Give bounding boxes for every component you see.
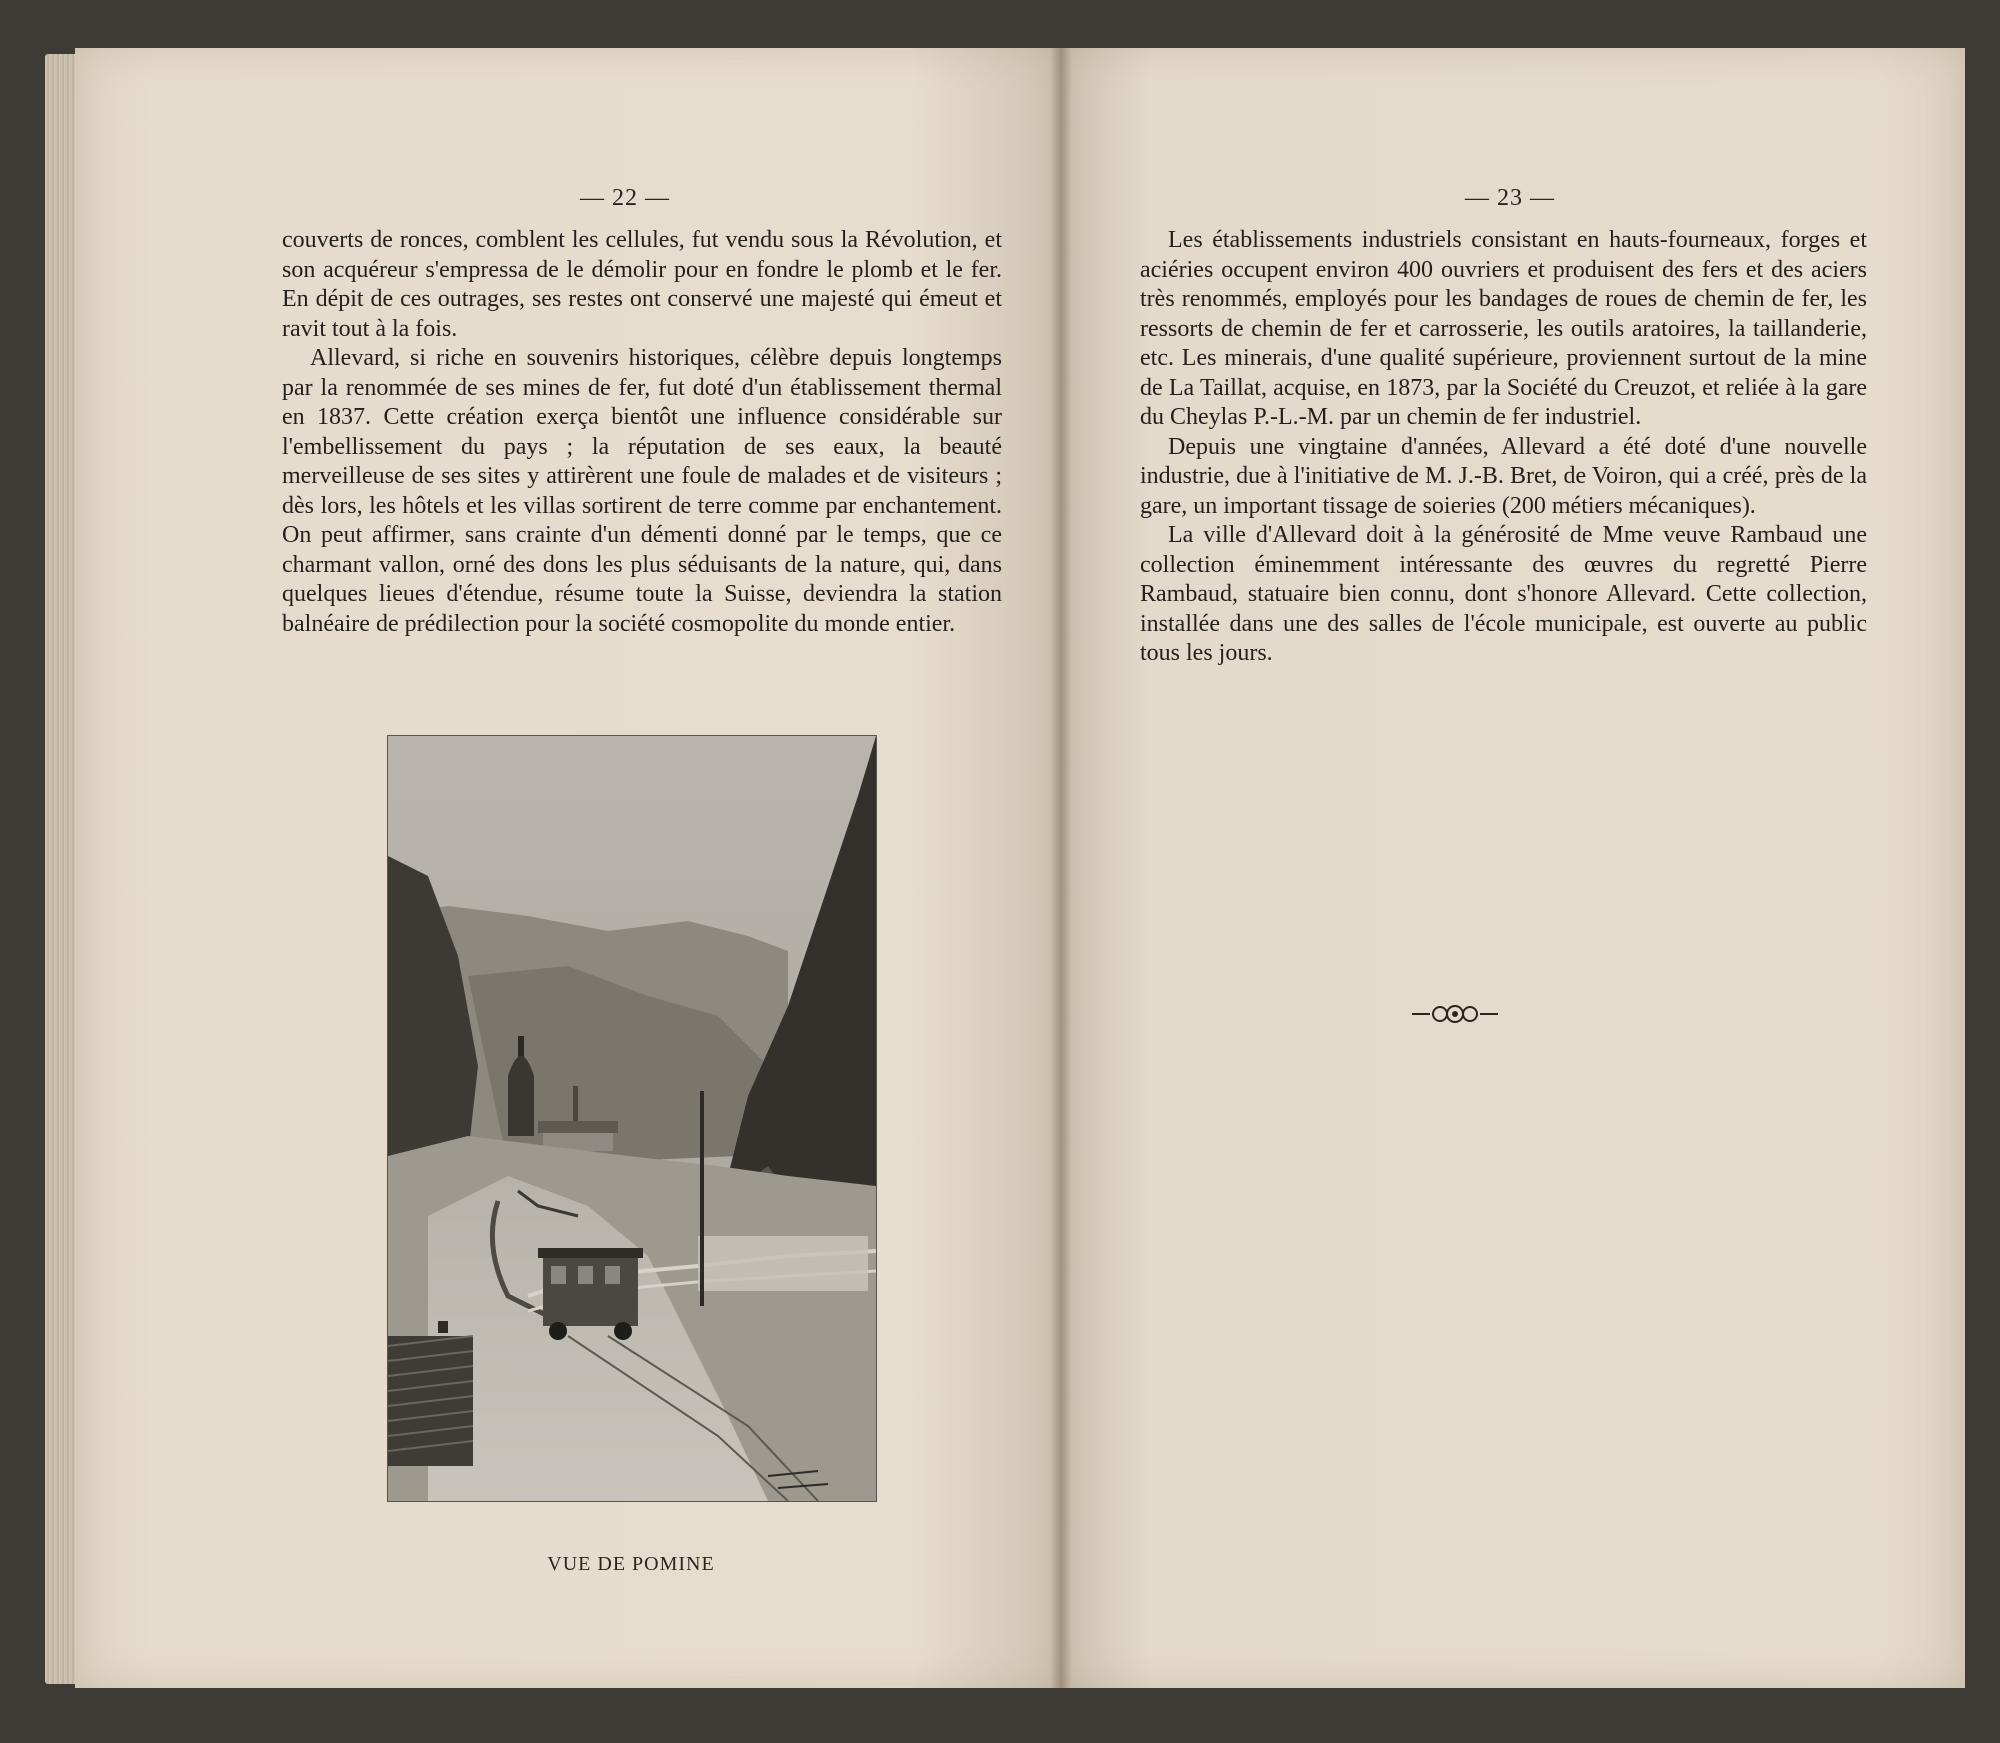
left-page-text <box>282 226 1002 639</box>
paragraph: La ville d'Allevard doit à la générosité de Mme veuve Rambaud une collection éminemment intéressante des œuvres du regretté Pierre Rambaud, statuaire bien connu, dont s'honore Allevard. Cette collection, installée dans une des salles de l'école municipale, est ouverte au public tous les jours. <box>1140 522 1867 666</box>
paragraph: Les établissements industriels consistant en hauts-fourneaux, forges et aciéries occupent environ 400 ouvriers et produisent des fers et des aciers très renommés, employés pour les bandages de roues de chemin de fer, les ressorts de chemin de fer et carrosserie, les outils aratoires, la taillanderie, etc. Les minerais, d'une qualité supérieure, proviennent surtout de la mine de La Taillat, acquise, en 1873, par la Société du Creuzot, et reliée à la gare du Cheylas P.-L.-M. par un chemin de fer industriel. <box>1140 227 1867 430</box>
right-page-text <box>1140 226 1867 669</box>
valley-illustration <box>388 736 876 1501</box>
page-number-right: — 23 — <box>1465 185 1555 211</box>
ornament-icon <box>1410 1003 1500 1025</box>
paragraph: couverts de ronces, comblent les cellules, fut vendu sous la Révolution, et son acquéreur s'empressa de le démolir pour en fondre le plomb et le fer. En dépit de ces outrages, ses restes ont conservé une majesté qui émeut et ravit tout à la fois. <box>282 227 1002 342</box>
figure-caption: VUE DE POMINE <box>547 1553 715 1575</box>
open-book <box>45 48 1965 1698</box>
left-page <box>75 48 1060 1688</box>
paragraph: Allevard, si riche en souvenirs historiques, célèbre depuis longtemps par la renommée de ses mines de fer, fut doté d'un établissement thermal en 1837. Cette création exerça bientôt une influence considérable sur l'embellissement du pays ; la réputation de ses eaux, la beauté merveilleuse de ses sites y attirèrent une foule de malades et de visiteurs ; dès lors, les hôtels et les villas sortirent de terre comme par enchantement. On peut affirmer, sans crainte d'un démenti donné par le temps, que ce charmant vallon, orné des dons les plus séduisants de la nature, qui, dans quelques lieues d'étendue, résume toute la Suisse, deviendra la station balnéaire de prédilection pour la société cosmopolite du monde entier. <box>282 345 1002 637</box>
book-gutter <box>1050 48 1072 1688</box>
right-page <box>1060 48 1965 1688</box>
photo-vue-de-pomine <box>387 735 877 1502</box>
page-number-left: — 22 — <box>580 185 670 211</box>
paragraph: Depuis une vingtaine d'années, Allevard a été doté d'une nouvelle industrie, due à l'initiative de M. J.-B. Bret, de Voiron, qui a créé, près de la gare, un important tissage de soieries (200 métiers mécaniques). <box>1140 433 1867 519</box>
